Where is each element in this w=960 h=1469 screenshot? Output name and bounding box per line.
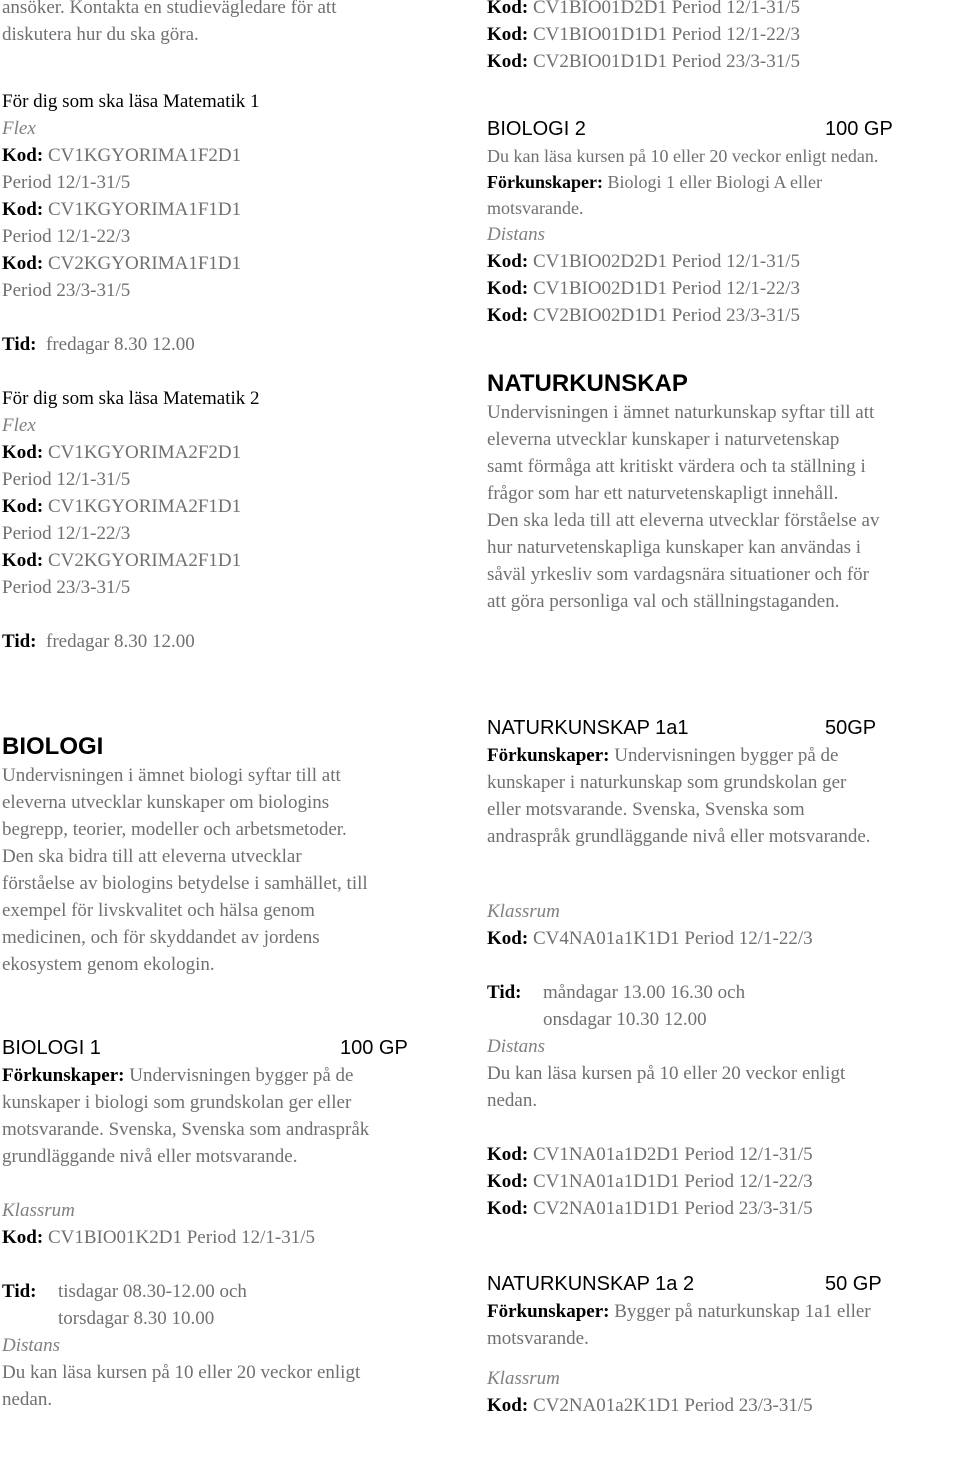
course-code: CV1KGYORIMA1F1D1: [47, 199, 242, 220]
body-line: frågor som har ett naturvetenskapligt innehåll.: [487, 483, 839, 504]
body-line: förståelse av biologins betydelse i samhället, till: [2, 873, 368, 894]
kod-label: Kod:: [2, 1227, 44, 1248]
course-points: 50GP: [825, 717, 877, 739]
body-line: exempel för livskvalitet och hälsa genom: [2, 900, 315, 921]
course-code: CV1BIO01K2D1 Period 12/1-31/5: [47, 1227, 315, 1248]
prereq-text: Undervisningen bygger på de: [609, 745, 839, 766]
section-heading: För dig som ska läsa Matematik 1: [2, 91, 260, 112]
kod-label: Kod:: [487, 1144, 529, 1165]
course-desc: Du kan läsa kursen på 10 eller 20 veckor enligt nedan.: [487, 146, 879, 166]
course-code: CV1BIO02D2D1 Period 12/1-31/5: [532, 251, 800, 272]
period-text: Period 12/1-22/3: [2, 523, 131, 544]
course-code: CV2KGYORIMA2F1D1: [47, 550, 242, 571]
body-line: nedan.: [487, 1090, 538, 1111]
mode-label: Distans: [2, 1335, 61, 1356]
body-line: Undervisningen i ämnet naturkunskap syftar till att: [487, 402, 875, 423]
right-column-top: [487, 0, 957, 615]
mode-label: Flex: [2, 118, 36, 139]
tid-label: Tid:: [487, 982, 522, 1003]
course-title: BIOLOGI 1: [2, 1037, 101, 1059]
course-points: 50 GP: [825, 1273, 882, 1295]
body-line: Du kan läsa kursen på 10 eller 20 veckor enligt: [487, 1063, 846, 1084]
naturkunskap-1a1-block: [487, 714, 957, 1222]
prereq-label: Förkunskaper:: [487, 172, 604, 192]
course-title: BIOLOGI 2: [487, 118, 586, 140]
course-title: NATURKUNSKAP 1a 2: [487, 1273, 695, 1295]
subject-heading: NATURKUNSKAP: [487, 370, 688, 397]
section-heading: För dig som ska läsa Matematik 2: [2, 388, 260, 409]
intro-line: diskutera hur du ska göra.: [2, 24, 199, 45]
period-text: Period 12/1-31/5: [2, 469, 131, 490]
tid-label: Tid:: [2, 1281, 37, 1302]
prereq-text: Bygger på naturkunskap 1a1 eller: [609, 1301, 871, 1322]
course-code: CV1BIO02D1D1 Period 12/1-22/3: [532, 278, 800, 299]
prereq-text: kunskaper i biologi som grundskolan ger eller: [2, 1092, 352, 1113]
kod-label: Kod:: [487, 51, 529, 72]
tid-value: måndagar 13.00 16.30 och: [543, 982, 746, 1003]
matematik-1-block: [2, 88, 462, 358]
body-line: ekosystem genom ekologin.: [2, 954, 215, 975]
naturkunskap-1a2-block: [487, 1270, 957, 1419]
mode-label: Flex: [2, 415, 36, 436]
tid-value: onsdagar 10.30 12.00: [543, 1009, 707, 1030]
course-code: CV2KGYORIMA1F1D1: [47, 253, 242, 274]
kod-label: Kod:: [487, 928, 529, 949]
course-title: NATURKUNSKAP 1a1: [487, 717, 689, 739]
biologi-2-block: [487, 115, 957, 329]
prereq-text: Undervisningen bygger på de: [124, 1065, 354, 1086]
body-line: eleverna utvecklar kunskaper i naturvetenskap: [487, 429, 840, 450]
kod-label: Kod:: [487, 24, 529, 45]
kod-label: Kod:: [487, 1171, 529, 1192]
mode-label: Klassrum: [487, 1368, 560, 1389]
prereq-text: eller motsvarande. Svenska, Svenska som: [487, 799, 805, 820]
course-code: CV1NA01a1D1D1 Period 12/1-22/3: [532, 1171, 813, 1192]
course-code: CV1BIO01D2D1 Period 12/1-31/5: [532, 0, 800, 18]
course-code: CV1KGYORIMA1F2D1: [47, 145, 242, 166]
mode-label: Distans: [487, 1036, 546, 1057]
body-line: såväl yrkesliv som vardagsnära situationer och för: [487, 564, 869, 585]
period-text: Period 23/3-31/5: [2, 577, 131, 598]
kod-label: Kod:: [2, 550, 44, 571]
right-column-bottom: [487, 714, 957, 1419]
prereq-text: Biologi 1 eller Biologi A eller: [603, 172, 822, 192]
tid-value: tisdagar 08.30-12.00 och: [58, 1281, 247, 1302]
body-line: Den ska bidra till att eleverna utvecklar: [2, 846, 302, 867]
body-line: Du kan läsa kursen på 10 eller 20 veckor enligt: [2, 1362, 361, 1383]
tid-value: torsdagar 8.30 10.00: [58, 1308, 215, 1329]
body-line: nedan.: [2, 1389, 53, 1410]
course-code: CV1NA01a1D2D1 Period 12/1-31/5: [532, 1144, 813, 1165]
prereq-label: Förkunskaper:: [487, 1301, 610, 1322]
course-code: CV1KGYORIMA2F2D1: [47, 442, 242, 463]
period-text: Period 12/1-22/3: [2, 226, 131, 247]
intro-line: ansöker. Kontakta en studievägledare för att: [2, 0, 337, 18]
prereq-text: motsvarande.: [487, 1328, 589, 1349]
body-line: samt förmåga att kritiskt värdera och ta ställning i: [487, 456, 866, 477]
body-line: hur naturvetenskapliga kunskaper kan användas i: [487, 537, 862, 558]
body-line: medicinen, och för skyddandet av jordens: [2, 927, 320, 948]
period-text: Period 12/1-31/5: [2, 172, 131, 193]
body-line: eleverna utvecklar kunskaper om biologins: [2, 792, 330, 813]
tid-value: fredagar 8.30 12.00: [46, 631, 195, 652]
prereq-text: motsvarande. Svenska, Svenska som andraspråk: [2, 1119, 370, 1140]
biologi-1-block: [2, 1034, 462, 1413]
prereq-text: grundläggande nivå eller motsvarande.: [2, 1146, 298, 1167]
prereq-label: Förkunskaper:: [487, 745, 610, 766]
mode-label: Distans: [487, 224, 546, 245]
naturkunskap-block: [487, 369, 957, 615]
course-points: 100 GP: [340, 1037, 408, 1059]
kod-label: Kod:: [487, 1395, 529, 1416]
mode-label: Klassrum: [2, 1200, 75, 1221]
tid-value: fredagar 8.30 12.00: [46, 334, 195, 355]
tid-label: Tid:: [2, 334, 37, 355]
kod-label: Kod:: [487, 0, 529, 18]
kod-label: Kod:: [2, 442, 44, 463]
body-line: att göra personliga val och ställningstaganden.: [487, 591, 840, 612]
prereq-text: kunskaper i naturkunskap som grundskolan ger: [487, 772, 847, 793]
left-column-bottom: [2, 732, 462, 1413]
kod-label: Kod:: [2, 253, 44, 274]
left-column-top: [2, 0, 462, 655]
prereq-label: Förkunskaper:: [2, 1065, 125, 1086]
body-line: Den ska leda till att eleverna utvecklar förståelse av: [487, 510, 880, 531]
matematik-2-block: [2, 385, 462, 655]
kod-label: Kod:: [2, 145, 44, 166]
kod-label: Kod:: [2, 199, 44, 220]
period-text: Period 23/3-31/5: [2, 280, 131, 301]
kod-label: Kod:: [2, 496, 44, 517]
subject-heading: BIOLOGI: [2, 733, 104, 760]
kod-label: Kod:: [487, 1198, 529, 1219]
kod-label: Kod:: [487, 251, 529, 272]
mode-label: Klassrum: [487, 901, 560, 922]
body-line: Undervisningen i ämnet biologi syftar till att: [2, 765, 341, 786]
course-code: CV2NA01a2K1D1 Period 23/3-31/5: [532, 1395, 813, 1416]
course-code: CV4NA01a1K1D1 Period 12/1-22/3: [532, 928, 813, 949]
course-points: 100 GP: [825, 118, 893, 140]
course-code: CV2BIO01D1D1 Period 23/3-31/5: [532, 51, 800, 72]
prereq-text: motsvarande.: [487, 198, 584, 218]
body-line: begrepp, teorier, modeller och arbetsmetoder.: [2, 819, 347, 840]
course-code: CV1KGYORIMA2F1D1: [47, 496, 242, 517]
prereq-text: andraspråk grundläggande nivå eller motsvarande.: [487, 826, 871, 847]
kod-label: Kod:: [487, 278, 529, 299]
tid-label: Tid:: [2, 631, 37, 652]
course-code: CV1BIO01D1D1 Period 12/1-22/3: [532, 24, 800, 45]
course-code: CV2NA01a1D1D1 Period 23/3-31/5: [532, 1198, 813, 1219]
kod-label: Kod:: [487, 305, 529, 326]
course-code: CV2BIO02D1D1 Period 23/3-31/5: [532, 305, 800, 326]
